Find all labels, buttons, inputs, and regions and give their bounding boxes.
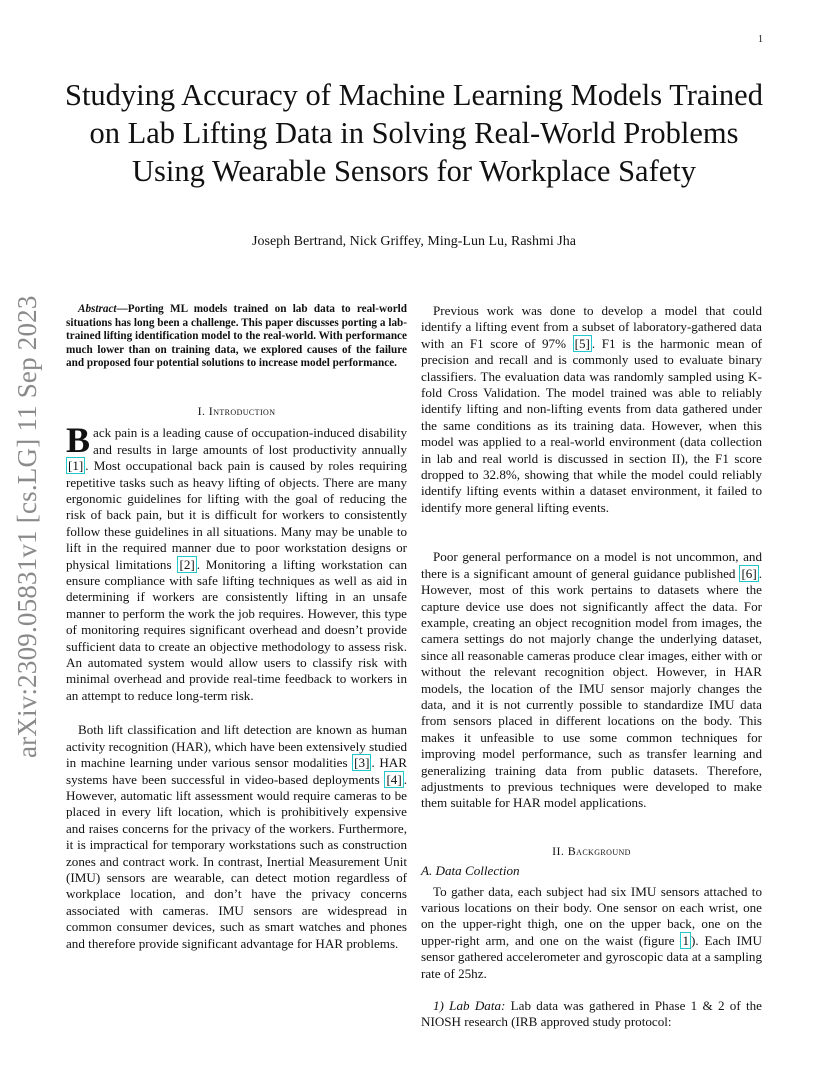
subsection-heading-data-collection: A. Data Collection [421,863,520,879]
author-list: Joseph Bertrand, Nick Griffey, Ming-Lun Lu, Rashmi Jha [252,234,576,249]
intro-p2-text-a: Both lift classification and lift detection are known as human activity recognition (HAR), which have been extensively studied in machine learning under various sensor modalities [66,722,407,771]
intro-p1-text-c: . Monitoring a lifting workstation can ensure compliance with safe lifting techniques as well as aid in determining if workers are consistently lifting in an unsafe manner to perform the work the job requires. However, this type of monitoring requires significant overhead and doesn’t provide sufficient data to create an objective methodology to assess risk. An automated system would allow users to classify risk with minimal overhead and provide real-time feedback to workers in an attempt to reduce long-term risk. [66,556,408,703]
section-heading-background: II. Background [552,843,631,858]
right-p1-text-b: . F1 is the harmonic mean of precision and recall and is commonly used to evaluate binary classifiers. The evaluation data was randomly sampled using K-fold Cross Validation. The model trained was able to reliably identify lifting and non-lifting events from data gathered under the same conditions as its training data. However, when this model was applied to a real-world environment (data collection in lab and real world is discussed in section II), the F1 score dropped to 32.8%, showing that while the model could reliably identify lifting events within a dataset environment, it failed to identify more general lifting events. [421,335,762,515]
intro-p1-text-b: . Most occupational back pain is caused by roles requiring repetitive tasks such as heavy lifting of objects. There are many ergonomic guidelines for lifting with the goal of reducing the risk of back pain, but it is difficult for workers to consistently follow these guidelines in all situations. Many may be unable to lift in the required manner due to poor workstation designs or physical limitations [66,458,407,572]
paper-title: Studying Accuracy of Machine Learning Models Trained on Lab Lifting Data in Solving Real-World Problems Using Wearable Sensors for Workplace Safety [65,78,763,188]
right-column [421,303,762,1031]
right-paragraph-1 [421,303,762,516]
right-p1-text-a: Previous work was done to develop a model that could identify a lifting event from a subset of laboratory-gathered data with an F1 score of 97% [421,303,762,351]
citation-link-3[interactable]: [3] [354,755,370,771]
abstract-label: Abstract [78,303,117,315]
citation-link-5[interactable]: [5] [574,335,590,351]
right-p2-text-b: . However, most of this work pertains to datasets where the capture device use does not significantly affect the data. For example, creating an object recognition model from images, the camera settings do not majorly change the underlying dataset, since all reasonable cameras produce clear images, either with or without the relevant recognition object. However, in HAR models, the location of the IMU sensor majorly changes the data, and it is not currently possible to standardize IMU data from sensors placed in different locations on the body. This makes it unfeasible to use some common techniques for improving model performance, such as transfer learning and generalizing training data from public datasets. Therefore, adjustments to previous techniques were developed to make them suitable for HAR model applications. [421,565,762,811]
citation-link-2[interactable]: [2] [179,556,195,572]
abstract-text: —Porting ML models trained on lab data to real-world situations has long been a challenge. This paper discusses porting a lab-trained lifting identification model to the real-world. With performance much lower than on training data, we explored causes of the failure and proposed four potential solutions to increase model performance. [66,303,407,370]
intro-p2-text-c: . However, automatic lift assessment would require cameras to be placed in every lift location, which is prohibitively expensive and raises concerns for the privacy of the workers. Furthermore, it is impractical for temporary workstations such as construction zones and contract work. In contrast, Inertial Measurement Unit (IMU) sensors are wearable, can detect motion regardless of workplace location, and don’t have the privacy concerns associated with cameras. IMU sensors are widespread in common consumer devices, such as smart watches and phones and therefore provide significant advantage for HAR problems. [66,771,407,951]
right-p3-text-b: ). Each IMU sensor gathered accelerometer and gyroscopic data at a sampling rate of 25hz. [421,932,762,981]
section-heading-introduction: I. Introduction [197,403,276,418]
intro-paragraph-2 [66,722,407,952]
right-p2-text-a: Poor general performance on a model is not uncommon, and there is a significant amount of general guidance published [421,549,762,581]
right-paragraph-2 [421,549,762,812]
left-column [66,303,407,952]
arxiv-identifier-stamp[interactable]: arXiv:2309.05831v1 [cs.LG] 11 Sep 2023 [12,295,42,758]
right-p4-text: Lab data was gathered in Phase 1 & 2 of the NIOSH research (IRB approved study protocol: [421,998,762,1030]
citation-link-4[interactable]: [4] [386,771,402,787]
citation-link-1[interactable]: [1] [68,458,84,474]
right-paragraph-3 [421,884,762,982]
intro-paragraph-1 [66,420,408,704]
dropcap-letter: B [66,420,91,461]
figure-link-1[interactable]: 1 [682,932,689,948]
intro-p1-text-a: ack pain is a leading cause of occupation-induced disability and results in large amounts of lost productivity annually [93,425,407,457]
right-paragraph-4 [421,998,762,1031]
right-p3-text-a: To gather data, each subject had six IMU sensors attached to various locations on their body. One sensor on each wrist, one on the upper-right thigh, one on the upper back, one on the upper-right arm, and one on the waist (figure [421,883,762,948]
intro-p2-text-b: . HAR systems have been successful in video-based deployments [66,755,407,787]
citation-link-6[interactable]: [6] [741,565,757,581]
abstract [66,303,407,371]
lab-data-subheading: 1) Lab Data: [433,998,506,1014]
page-number: 1 [758,34,763,45]
